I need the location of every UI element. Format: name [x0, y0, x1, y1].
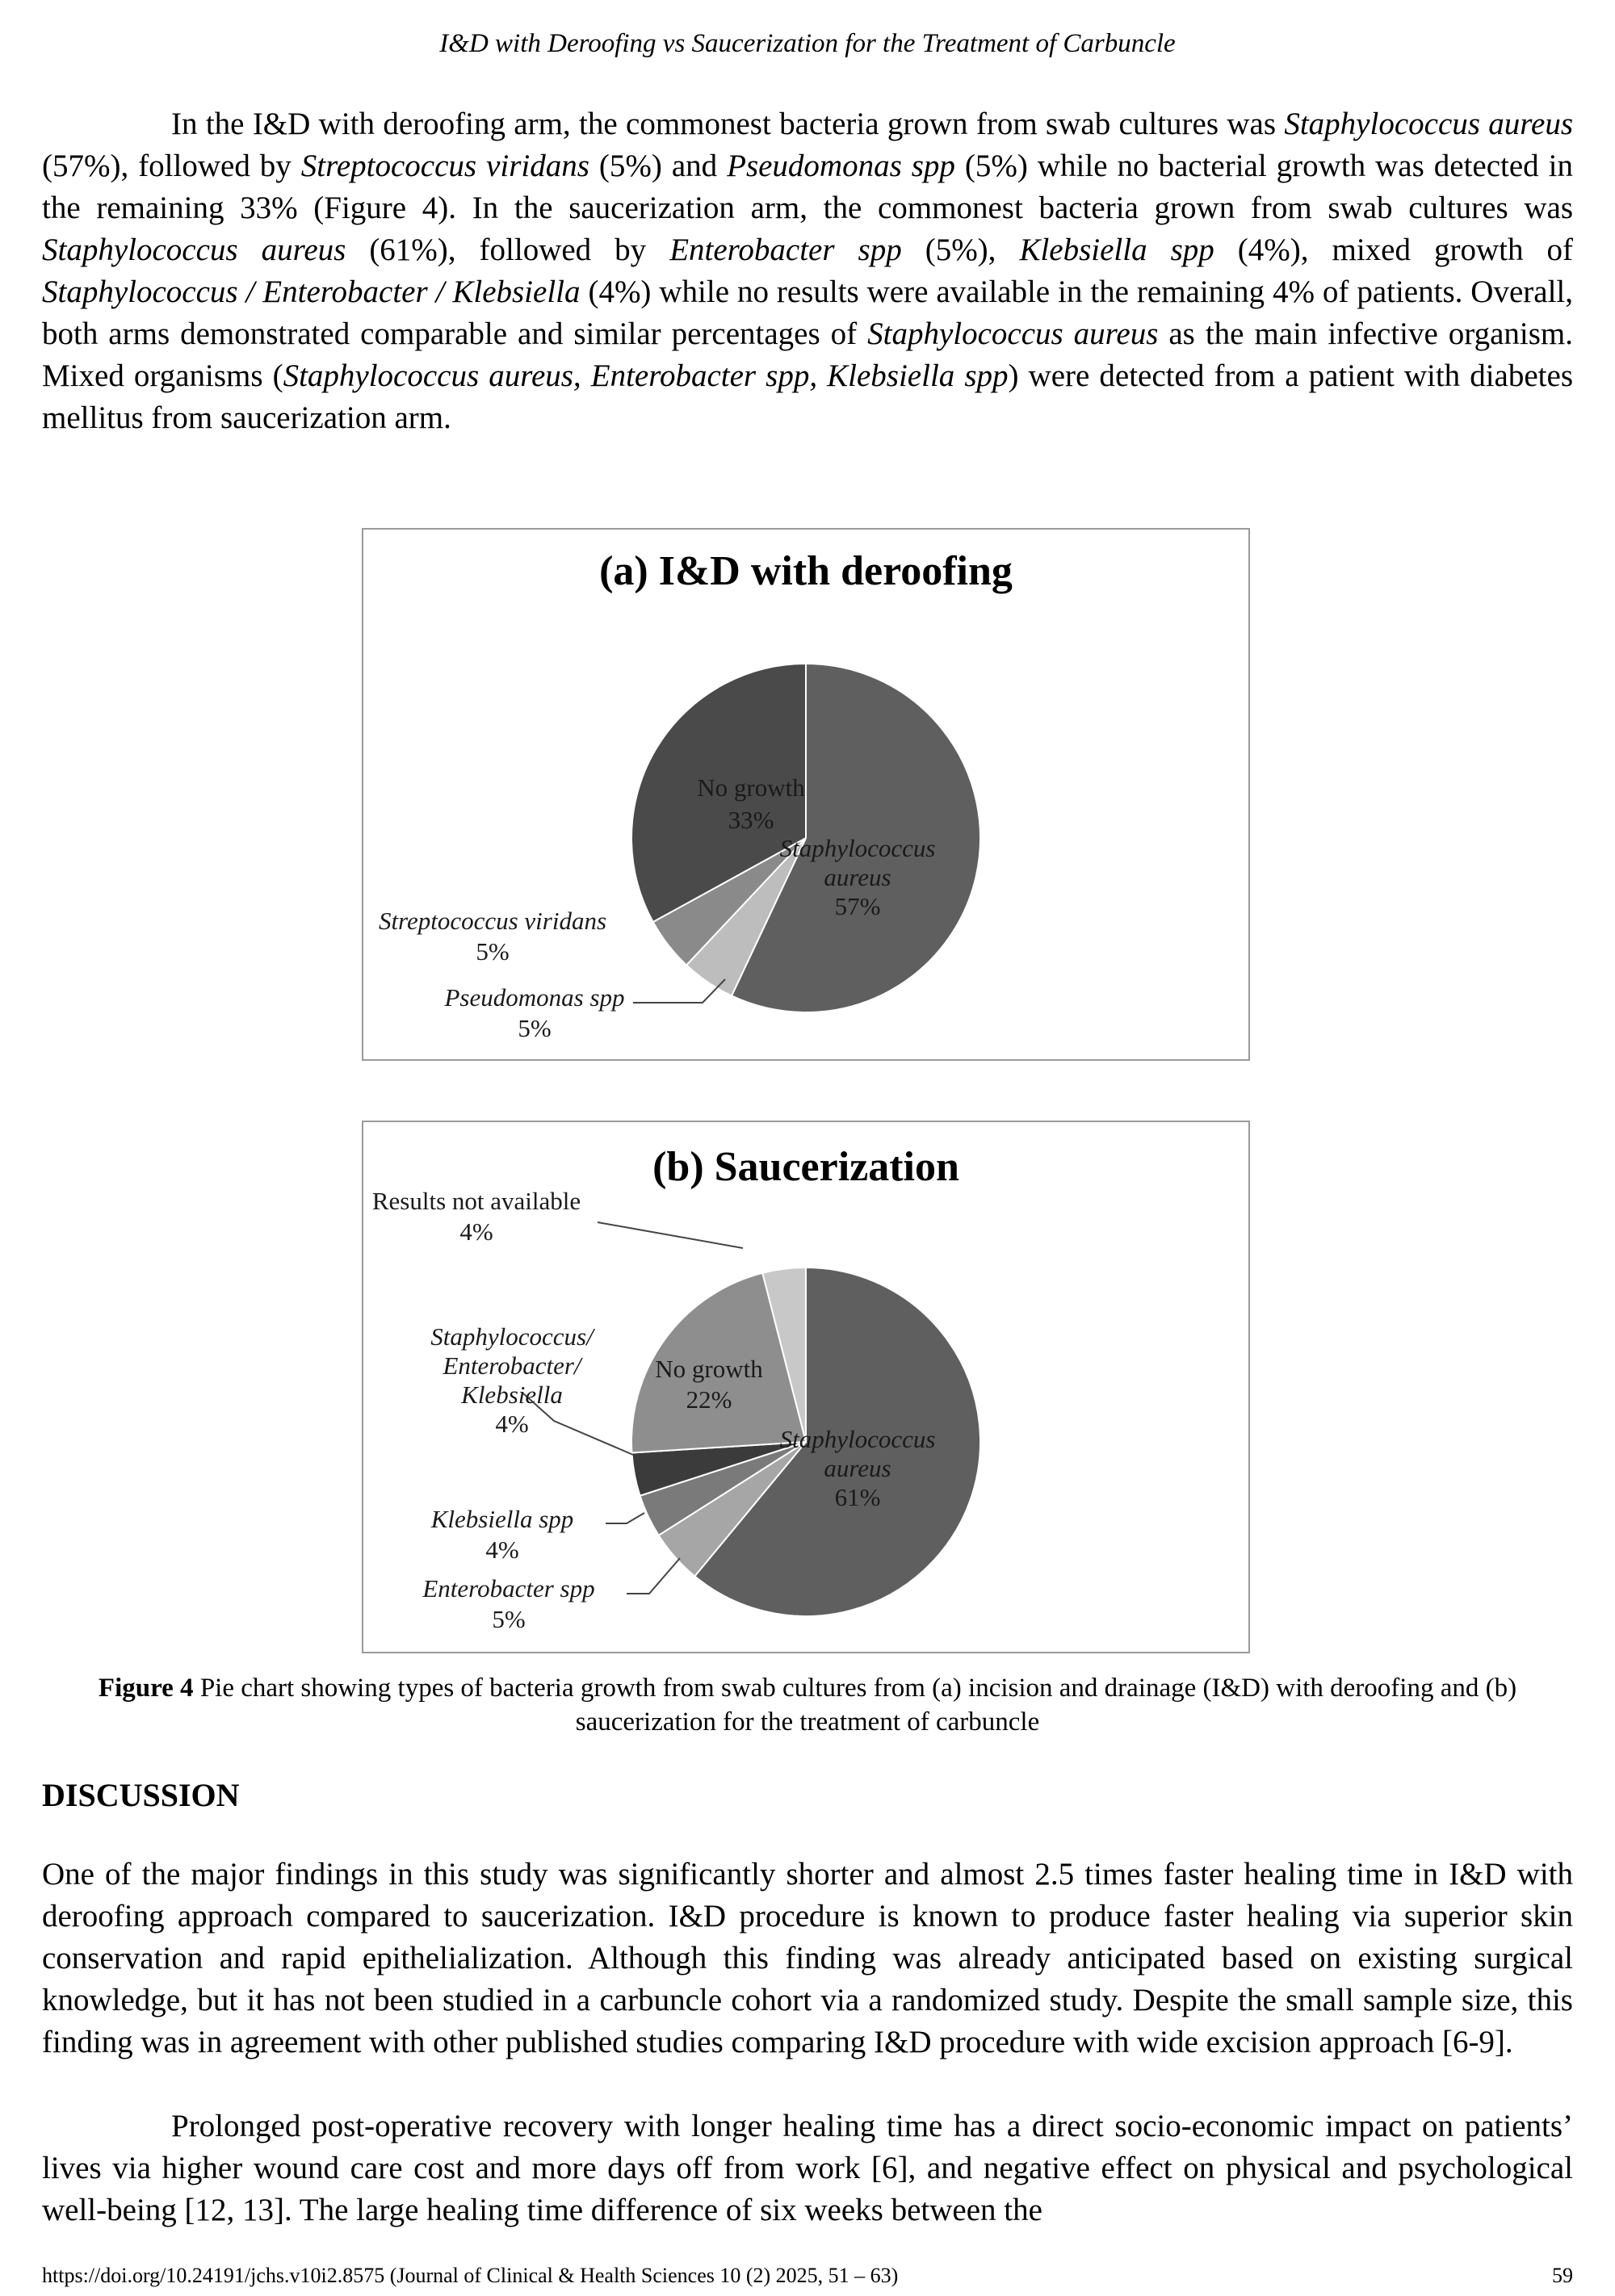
chart-title: (a) I&D with deroofing — [599, 548, 1013, 594]
slice-percent: 4% — [459, 1217, 493, 1246]
slice-label: Results not available — [371, 1187, 581, 1215]
slice-label: Staphylococcus — [779, 1425, 936, 1453]
page-number: 59 — [1552, 2264, 1573, 2287]
chart-title: (b) Saucerization — [652, 1144, 959, 1190]
body-text: (5%) and — [589, 149, 728, 183]
leader-line — [627, 1558, 680, 1594]
discussion-paragraph-2: Prolonged post-operative recovery with longer healing time has a direct socio-economic impact on patients’ lives via higher wound care cost and more days off from work [6], and negative effect on physical and psychological well-being [12, 13]. The large healing time difference of six weeks between the — [42, 2109, 1573, 2227]
species-name: Staphylococcus aureus — [867, 316, 1159, 351]
body-text: (5%) while no bacterial growth was detected in the remaining 33% (Figure 4). In the saucerization arm, the commonest bacteria grown from swab cultures was — [42, 149, 1573, 225]
slice-percent: 5% — [476, 937, 510, 966]
species-name: Streptococcus viridans — [300, 149, 589, 183]
running-header: I&D with Deroofing vs Saucerization for the Treatment of Carbuncle — [439, 29, 1176, 58]
pie-chart-saucerization-svg — [363, 1122, 1248, 1652]
species-name: Staphylococcus / Enterobacter / Klebsiella — [42, 274, 581, 309]
species-name: Staphylococcus aureus, Enterobacter spp, Klebsiella spp — [283, 358, 1009, 393]
species-name: Klebsiella spp — [1019, 233, 1214, 267]
slice-label: No growth — [655, 1355, 763, 1383]
body-text: (61%), followed by — [346, 233, 670, 267]
slice-label: Klebsiella spp — [430, 1505, 574, 1533]
slice-label: Pseudomonas spp — [444, 983, 625, 1012]
slice-percent: 61% — [834, 1483, 881, 1511]
body-text: as the main infective organism. Mixed organisms ( — [42, 316, 1573, 393]
footer-citation: https://doi.org/10.24191/jchs.v10i2.8575 (Journal of Clinical & Health Sciences 10 (2) 2025, 51 – 63) — [42, 2264, 899, 2287]
species-name: Staphylococcus aureus — [42, 233, 346, 267]
slice-label: aureus — [824, 863, 891, 891]
body-text: (4%), mixed growth of — [1214, 233, 1573, 267]
species-name: Staphylococcus aureus — [1284, 107, 1573, 141]
section-heading: DISCUSSION — [42, 1777, 240, 1813]
slice-label: No growth — [697, 773, 805, 802]
body-text: (5%), — [901, 233, 1020, 267]
slice-label: Streptococcus viridans — [378, 907, 607, 935]
figure-caption-text: Pie chart showing types of bacteria growth from swab cultures from (a) incision and drainage (I&D) with deroofing and (b) saucerization for the treatment of carbuncle — [193, 1674, 1517, 1737]
figure-caption — [48, 1671, 1567, 1739]
leader-line — [606, 1513, 644, 1523]
results-paragraph — [42, 103, 1573, 439]
slice-label: aureus — [824, 1454, 891, 1482]
body-text: (4%) while no results were available in the remaining 4% of patients. Overall, both arms demonstrated comparable and similar percentages of — [42, 274, 1574, 351]
body-text: In the I&D with deroofing arm, the commonest bacteria grown from swab cultures was — [171, 107, 1285, 141]
discussion-paragraph-1: One of the major findings in this study was significantly shorter and almost 2.5 times faster healing time in I&D with deroofing approach compared to saucerization. I&D procedure is known to produce faster healing via superior skin conservation and rapid epithelialization. Although this finding was already anticipated based on existing surgical knowledge, but it has not been studied in a carbuncle cohort via a randomized study. Despite the small sample size, this finding was in agreement with other published studies comparing I&D procedure with wide excision approach [6-9]. — [42, 1857, 1573, 2059]
slice-percent: 57% — [834, 892, 881, 920]
slice-percent: 5% — [518, 1014, 552, 1042]
slice-label: Enterobacter/ — [443, 1351, 581, 1380]
species-name: Enterobacter spp — [669, 233, 902, 267]
slice-label: Klebsiella — [461, 1381, 563, 1409]
species-name: Pseudomonas spp — [727, 149, 955, 183]
pie-chart-deroofing — [362, 528, 1250, 1061]
body-text: (57%), followed by — [42, 149, 301, 183]
pie-chart-deroofing-svg — [363, 530, 1248, 1059]
slice-label: Enterobacter spp — [422, 1574, 595, 1603]
leader-line — [598, 1222, 743, 1248]
slice-label: Staphylococcus — [779, 834, 936, 862]
figure-label: Figure 4 — [98, 1674, 194, 1703]
slice-percent: 33% — [728, 806, 774, 834]
slice-percent: 4% — [485, 1536, 519, 1564]
pie-chart-saucerization — [362, 1121, 1250, 1653]
slice-percent: 22% — [686, 1385, 732, 1414]
slice-label: Staphylococcus/ — [430, 1322, 594, 1351]
slice-percent: 5% — [492, 1605, 526, 1633]
body-text: ) were detected from a patient with diabetes mellitus from saucerization arm. — [42, 358, 1573, 435]
slice-percent: 4% — [495, 1410, 529, 1438]
